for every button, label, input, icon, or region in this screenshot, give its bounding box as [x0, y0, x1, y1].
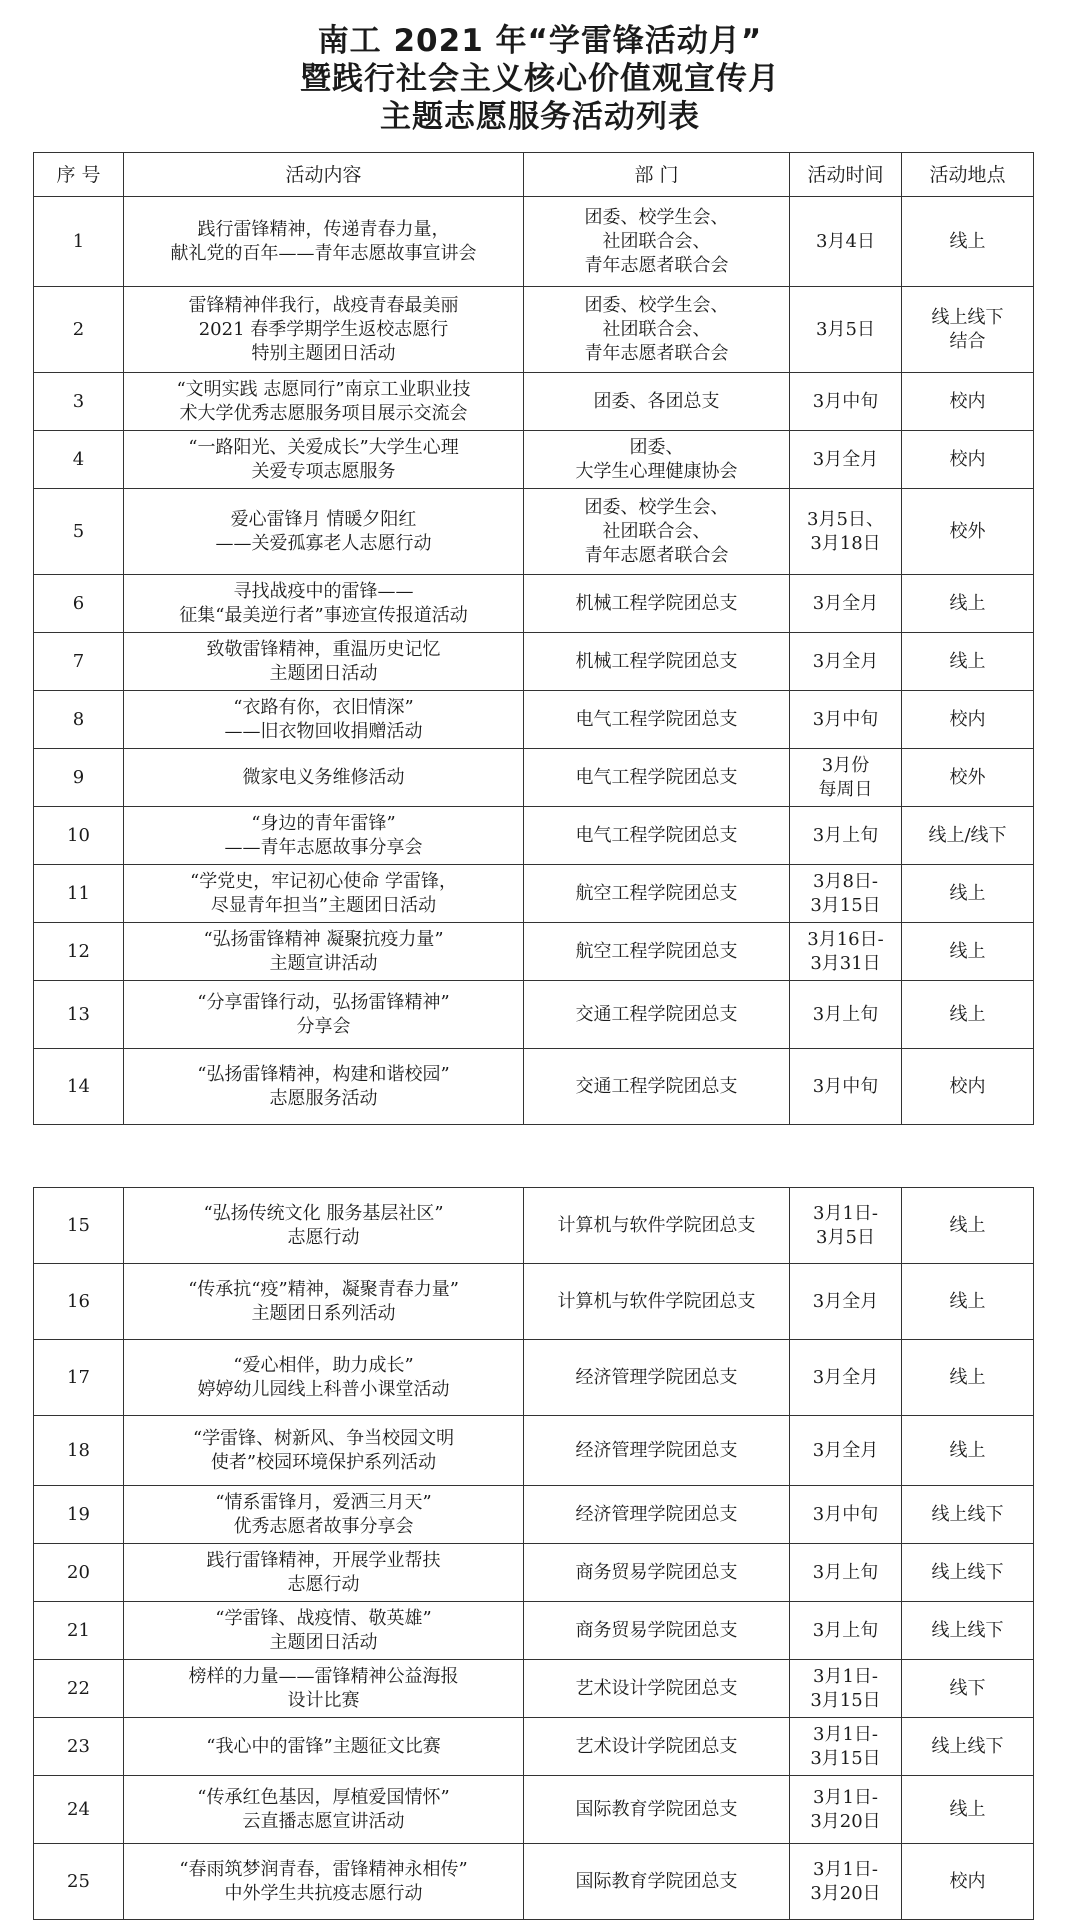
row-number: 10: [34, 807, 124, 865]
activity-place: 线上: [902, 981, 1034, 1049]
activity-time: 3月1日- 3月5日: [790, 1188, 902, 1264]
department: 计算机与软件学院团总支: [524, 1188, 790, 1264]
department: 团委、校学生会、 社团联合会、 青年志愿者联合会: [524, 287, 790, 373]
department: 电气工程学院团总支: [524, 749, 790, 807]
activity-time: 3月全月: [790, 1416, 902, 1486]
row-number: 21: [34, 1602, 124, 1660]
activity-content: 寻找战疫中的雷锋—— 征集“最美逆行者”事迹宣传报道活动: [124, 575, 524, 633]
activity-place: 线上: [902, 1416, 1034, 1486]
activity-place: 校内: [902, 1049, 1034, 1125]
department: 国际教育学院团总支: [524, 1776, 790, 1844]
row-number: 8: [34, 691, 124, 749]
department: 团委、 大学生心理健康协会: [524, 431, 790, 489]
activity-time: 3月中旬: [790, 1486, 902, 1544]
activity-time: 3月全月: [790, 1264, 902, 1340]
activity-content: 雷锋精神伴我行，战疫青春最美丽 2021 春季学期学生返校志愿行 特别主题团日活动: [124, 287, 524, 373]
row-number: 20: [34, 1544, 124, 1602]
table-row: [34, 1776, 1034, 1844]
row-number: 13: [34, 981, 124, 1049]
activity-content: “学党史，牢记初心使命 学雷锋， 尽显青年担当”主题团日活动: [124, 865, 524, 923]
row-number: 4: [34, 431, 124, 489]
table-row: [34, 633, 1034, 691]
activity-content: “身边的青年雷锋” ——青年志愿故事分享会: [124, 807, 524, 865]
department: 团委、各团总支: [524, 373, 790, 431]
department: 机械工程学院团总支: [524, 575, 790, 633]
activity-time: 3月5日、 3月18日: [790, 489, 902, 575]
activity-content: 榜样的力量——雷锋精神公益海报 设计比赛: [124, 1660, 524, 1718]
table-row: [34, 489, 1034, 575]
activity-time: 3月全月: [790, 431, 902, 489]
table-row: [34, 1602, 1034, 1660]
header-content: 活动内容: [124, 153, 524, 197]
activity-table-part-1: [33, 152, 1034, 1125]
activity-place: 线上线下 结合: [902, 287, 1034, 373]
activity-content: 爱心雷锋月 情暖夕阳红 ——关爱孤寡老人志愿行动: [124, 489, 524, 575]
activity-place: 线上: [902, 865, 1034, 923]
table-row: [34, 373, 1034, 431]
activity-content: 践行雷锋精神，传递青春力量， 献礼党的百年——青年志愿故事宣讲会: [124, 197, 524, 287]
activity-time: 3月1日- 3月15日: [790, 1718, 902, 1776]
table-row: [34, 981, 1034, 1049]
activity-place: 线上: [902, 1340, 1034, 1416]
activity-content: “传承抗“疫”精神，凝聚青春力量” 主题团日系列活动: [124, 1264, 524, 1340]
table-row: [34, 1188, 1034, 1264]
row-number: 18: [34, 1416, 124, 1486]
table-row: [34, 197, 1034, 287]
activity-place: 校外: [902, 489, 1034, 575]
activity-place: 线上线下: [902, 1486, 1034, 1544]
activity-content: “衣路有你，衣旧情深” ——旧衣物回收捐赠活动: [124, 691, 524, 749]
activity-time: 3月上旬: [790, 807, 902, 865]
department: 团委、校学生会、 社团联合会、 青年志愿者联合会: [524, 489, 790, 575]
title-line-3: 主题志愿服务活动列表: [380, 99, 700, 135]
row-number: 16: [34, 1264, 124, 1340]
activity-place: 线上: [902, 197, 1034, 287]
activity-content: “分享雷锋行动，弘扬雷锋精神” 分享会: [124, 981, 524, 1049]
activity-time: 3月上旬: [790, 981, 902, 1049]
table-row: [34, 1544, 1034, 1602]
department: 交通工程学院团总支: [524, 981, 790, 1049]
activity-place: 线上线下: [902, 1602, 1034, 1660]
table-row: [34, 691, 1034, 749]
activity-place: 线上: [902, 1776, 1034, 1844]
table-row: [34, 923, 1034, 981]
department: 国际教育学院团总支: [524, 1844, 790, 1920]
activity-place: 校内: [902, 1844, 1034, 1920]
table-row: [34, 1049, 1034, 1125]
department: 经济管理学院团总支: [524, 1486, 790, 1544]
table-row: [34, 287, 1034, 373]
department: 经济管理学院团总支: [524, 1416, 790, 1486]
activity-time: 3月5日: [790, 287, 902, 373]
activity-content: “情系雷锋月，爱洒三月天” 优秀志愿者故事分享会: [124, 1486, 524, 1544]
row-number: 15: [34, 1188, 124, 1264]
activity-table-part-2: [33, 1187, 1034, 1920]
activity-time: 3月全月: [790, 633, 902, 691]
header-time: 活动时间: [790, 153, 902, 197]
table-row: [34, 1486, 1034, 1544]
department: 团委、校学生会、 社团联合会、 青年志愿者联合会: [524, 197, 790, 287]
department: 艺术设计学院团总支: [524, 1660, 790, 1718]
row-number: 5: [34, 489, 124, 575]
activity-place: 线上线下: [902, 1544, 1034, 1602]
table-row: [34, 865, 1034, 923]
row-number: 19: [34, 1486, 124, 1544]
activity-time: 3月1日- 3月20日: [790, 1776, 902, 1844]
department: 机械工程学院团总支: [524, 633, 790, 691]
activity-content: “学雷锋、树新风、争当校园文明 使者”校园环境保护系列活动: [124, 1416, 524, 1486]
row-number: 25: [34, 1844, 124, 1920]
activity-content: “传承红色基因，厚植爱国情怀” 云直播志愿宣讲活动: [124, 1776, 524, 1844]
activity-place: 线上: [902, 575, 1034, 633]
department: 商务贸易学院团总支: [524, 1544, 790, 1602]
department: 航空工程学院团总支: [524, 923, 790, 981]
document-title: [0, 22, 1080, 136]
header-dept: 部 门: [524, 153, 790, 197]
activity-time: 3月份 每周日: [790, 749, 902, 807]
activity-time: 3月4日: [790, 197, 902, 287]
table-row: [34, 1844, 1034, 1920]
department: 艺术设计学院团总支: [524, 1718, 790, 1776]
activity-place: 线上: [902, 633, 1034, 691]
table-row: [34, 431, 1034, 489]
activity-time: 3月全月: [790, 1340, 902, 1416]
activity-content: 致敬雷锋精神，重温历史记忆 主题团日活动: [124, 633, 524, 691]
department: 电气工程学院团总支: [524, 691, 790, 749]
title-line-1: 南工 2021 年“学雷锋活动月”: [317, 23, 763, 59]
department: 电气工程学院团总支: [524, 807, 790, 865]
row-number: 3: [34, 373, 124, 431]
department: 交通工程学院团总支: [524, 1049, 790, 1125]
activity-time: 3月16日- 3月31日: [790, 923, 902, 981]
row-number: 9: [34, 749, 124, 807]
department: 经济管理学院团总支: [524, 1340, 790, 1416]
activity-place: 线下: [902, 1660, 1034, 1718]
table-row: [34, 1718, 1034, 1776]
row-number: 24: [34, 1776, 124, 1844]
row-number: 2: [34, 287, 124, 373]
table-row: [34, 575, 1034, 633]
header-place: 活动地点: [902, 153, 1034, 197]
activity-place: 线上/线下: [902, 807, 1034, 865]
activity-time: 3月1日- 3月20日: [790, 1844, 902, 1920]
table-row: [34, 1264, 1034, 1340]
activity-content: 践行雷锋精神，开展学业帮扶 志愿行动: [124, 1544, 524, 1602]
activity-content: “一路阳光、关爱成长”大学生心理 关爱专项志愿服务: [124, 431, 524, 489]
row-number: 14: [34, 1049, 124, 1125]
activity-place: 校内: [902, 373, 1034, 431]
activity-content: “我心中的雷锋”主题征文比赛: [124, 1718, 524, 1776]
activity-place: 线上: [902, 923, 1034, 981]
activity-place: 校内: [902, 691, 1034, 749]
activity-time: 3月1日- 3月15日: [790, 1660, 902, 1718]
activity-time: 3月上旬: [790, 1602, 902, 1660]
table-row: [34, 749, 1034, 807]
table-row: [34, 807, 1034, 865]
activity-time: 3月中旬: [790, 1049, 902, 1125]
row-number: 23: [34, 1718, 124, 1776]
activity-place: 线上线下: [902, 1718, 1034, 1776]
activity-time: 3月8日- 3月15日: [790, 865, 902, 923]
row-number: 1: [34, 197, 124, 287]
activity-place: 线上: [902, 1264, 1034, 1340]
activity-time: 3月中旬: [790, 373, 902, 431]
row-number: 7: [34, 633, 124, 691]
row-number: 11: [34, 865, 124, 923]
activity-content: “弘扬传统文化 服务基层社区” 志愿行动: [124, 1188, 524, 1264]
activity-content: “弘扬雷锋精神，构建和谐校园” 志愿服务活动: [124, 1049, 524, 1125]
activity-content: “爱心相伴，助力成长” 婷婷幼儿园线上科普小课堂活动: [124, 1340, 524, 1416]
activity-place: 线上: [902, 1188, 1034, 1264]
activity-time: 3月上旬: [790, 1544, 902, 1602]
activity-place: 校内: [902, 431, 1034, 489]
table-row: [34, 1340, 1034, 1416]
table-row: [34, 1416, 1034, 1486]
activity-place: 校外: [902, 749, 1034, 807]
table-row: [34, 1660, 1034, 1718]
activity-time: 3月中旬: [790, 691, 902, 749]
department: 计算机与软件学院团总支: [524, 1264, 790, 1340]
row-number: 6: [34, 575, 124, 633]
header-no: 序 号: [34, 153, 124, 197]
activity-content: “文明实践 志愿同行”南京工业职业技 术大学优秀志愿服务项目展示交流会: [124, 373, 524, 431]
row-number: 12: [34, 923, 124, 981]
department: 航空工程学院团总支: [524, 865, 790, 923]
row-number: 17: [34, 1340, 124, 1416]
activity-content: “春雨筑梦润青春，雷锋精神永相传” 中外学生共抗疫志愿行动: [124, 1844, 524, 1920]
activity-content: “学雷锋、战疫情、敬英雄” 主题团日活动: [124, 1602, 524, 1660]
activity-content: “弘扬雷锋精神 凝聚抗疫力量” 主题宣讲活动: [124, 923, 524, 981]
department: 商务贸易学院团总支: [524, 1602, 790, 1660]
activity-time: 3月全月: [790, 575, 902, 633]
title-line-2: 暨践行社会主义核心价值观宣传月: [300, 61, 780, 97]
table-header-row: [34, 153, 1034, 197]
activity-content: 微家电义务维修活动: [124, 749, 524, 807]
row-number: 22: [34, 1660, 124, 1718]
